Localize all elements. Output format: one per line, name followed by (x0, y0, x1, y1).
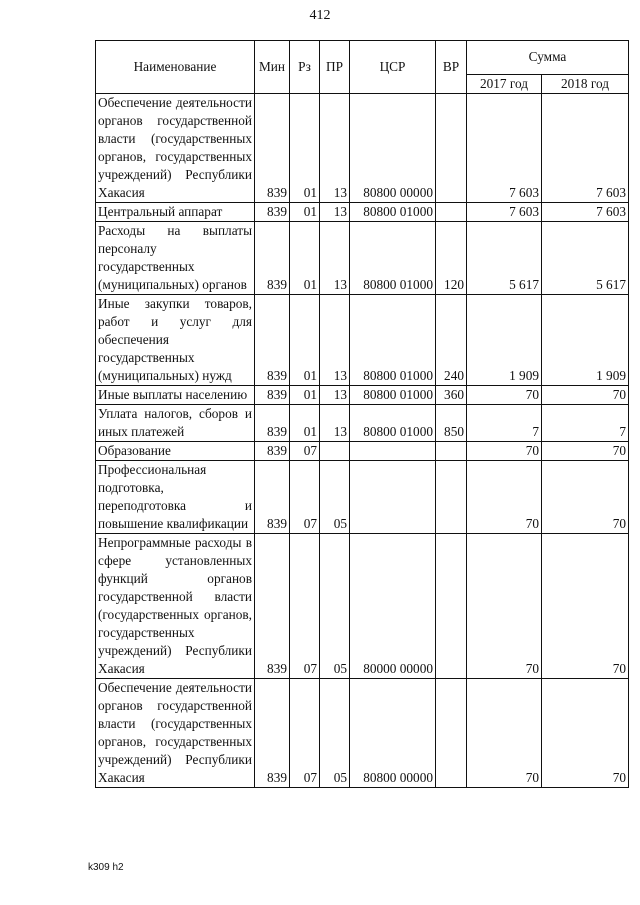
cell-pr: 13 (320, 295, 350, 386)
cell-s2018: 5 617 (542, 222, 629, 295)
table-row (96, 442, 629, 461)
cell-min: 839 (255, 203, 290, 222)
cell-rz: 01 (290, 94, 320, 203)
cell-rz: 01 (290, 295, 320, 386)
cell-name: Непрограммные расходы в сфере установленных функций органов государственной власти (государственных органов, государственных учреждений) Республики Хакасия (96, 534, 255, 679)
cell-vr: 850 (436, 405, 467, 442)
table-row (96, 295, 629, 386)
cell-name: Обеспечение деятельности органов государственной власти (государственных органов, государственных учреждений) Республики Хакасия (96, 679, 255, 788)
cell-pr (320, 442, 350, 461)
cell-pr: 13 (320, 222, 350, 295)
cell-s2017: 70 (467, 386, 542, 405)
cell-vr (436, 534, 467, 679)
cell-min: 839 (255, 295, 290, 386)
cell-vr (436, 94, 467, 203)
cell-s2018: 70 (542, 534, 629, 679)
header-rz: Рз (290, 41, 320, 94)
cell-csr: 80800 01000 (350, 203, 436, 222)
cell-csr: 80800 01000 (350, 386, 436, 405)
cell-vr (436, 442, 467, 461)
cell-vr: 120 (436, 222, 467, 295)
table-row (96, 386, 629, 405)
cell-min: 839 (255, 461, 290, 534)
cell-rz: 01 (290, 203, 320, 222)
cell-pr: 13 (320, 405, 350, 442)
cell-name: Центральный аппарат (96, 203, 255, 222)
cell-s2017: 7 (467, 405, 542, 442)
cell-name: Профессиональная подготовка, переподготовка и повышение квалификации (96, 461, 255, 534)
header-csr: ЦСР (350, 41, 436, 94)
header-row (96, 41, 629, 75)
cell-s2017: 1 909 (467, 295, 542, 386)
cell-csr: 80800 00000 (350, 94, 436, 203)
cell-min: 839 (255, 405, 290, 442)
cell-min: 839 (255, 442, 290, 461)
header-name: Наименование (96, 41, 255, 94)
cell-s2018: 1 909 (542, 295, 629, 386)
table-row (96, 534, 629, 679)
cell-s2018: 70 (542, 679, 629, 788)
cell-s2018: 7 (542, 405, 629, 442)
header-min: Мин (255, 41, 290, 94)
cell-min: 839 (255, 534, 290, 679)
cell-vr (436, 461, 467, 534)
cell-csr (350, 461, 436, 534)
cell-s2017: 7 603 (467, 94, 542, 203)
cell-min: 839 (255, 222, 290, 295)
cell-s2017: 5 617 (467, 222, 542, 295)
cell-min: 839 (255, 386, 290, 405)
header-pr: ПР (320, 41, 350, 94)
table-row (96, 679, 629, 788)
cell-csr: 80800 01000 (350, 405, 436, 442)
cell-name: Иные закупки товаров, работ и услуг для обеспечения государственных (муниципальных) нужд (96, 295, 255, 386)
cell-pr: 13 (320, 203, 350, 222)
cell-pr: 13 (320, 94, 350, 203)
budget-table (95, 40, 629, 788)
table-row (96, 94, 629, 203)
cell-csr: 80800 00000 (350, 679, 436, 788)
cell-s2017: 7 603 (467, 203, 542, 222)
cell-s2017: 70 (467, 442, 542, 461)
table-row (96, 405, 629, 442)
header-vr: ВР (436, 41, 467, 94)
cell-min: 839 (255, 94, 290, 203)
cell-name: Обеспечение деятельности органов государственной власти (государственных органов, государственных учреждений) Республики Хакасия (96, 94, 255, 203)
table-row (96, 461, 629, 534)
table-row (96, 222, 629, 295)
cell-csr: 80000 00000 (350, 534, 436, 679)
cell-s2017: 70 (467, 461, 542, 534)
cell-rz: 01 (290, 386, 320, 405)
cell-pr: 13 (320, 386, 350, 405)
cell-rz: 07 (290, 461, 320, 534)
cell-name: Иные выплаты населению (96, 386, 255, 405)
cell-s2017: 70 (467, 679, 542, 788)
footer-code: k309 h2 (88, 862, 124, 873)
header-2017: 2017 год (467, 74, 542, 93)
cell-vr: 360 (436, 386, 467, 405)
cell-rz: 07 (290, 442, 320, 461)
cell-rz: 07 (290, 679, 320, 788)
cell-s2018: 7 603 (542, 203, 629, 222)
cell-s2018: 70 (542, 461, 629, 534)
cell-csr: 80800 01000 (350, 295, 436, 386)
table-row (96, 203, 629, 222)
cell-csr (350, 442, 436, 461)
cell-min: 839 (255, 679, 290, 788)
header-sum: Сумма (467, 41, 629, 75)
cell-vr (436, 679, 467, 788)
cell-name: Расходы на выплаты персоналу государственных (муниципальных) органов (96, 222, 255, 295)
cell-pr: 05 (320, 679, 350, 788)
cell-rz: 01 (290, 405, 320, 442)
cell-vr: 240 (436, 295, 467, 386)
cell-name: Уплата налогов, сборов и иных платежей (96, 405, 255, 442)
header-2018: 2018 год (542, 74, 629, 93)
cell-vr (436, 203, 467, 222)
cell-name: Образование (96, 442, 255, 461)
cell-pr: 05 (320, 534, 350, 679)
cell-pr: 05 (320, 461, 350, 534)
cell-csr: 80800 01000 (350, 222, 436, 295)
cell-rz: 07 (290, 534, 320, 679)
cell-s2018: 7 603 (542, 94, 629, 203)
page-number: 412 (309, 8, 331, 23)
cell-s2017: 70 (467, 534, 542, 679)
cell-rz: 01 (290, 222, 320, 295)
cell-s2018: 70 (542, 442, 629, 461)
cell-s2018: 70 (542, 386, 629, 405)
